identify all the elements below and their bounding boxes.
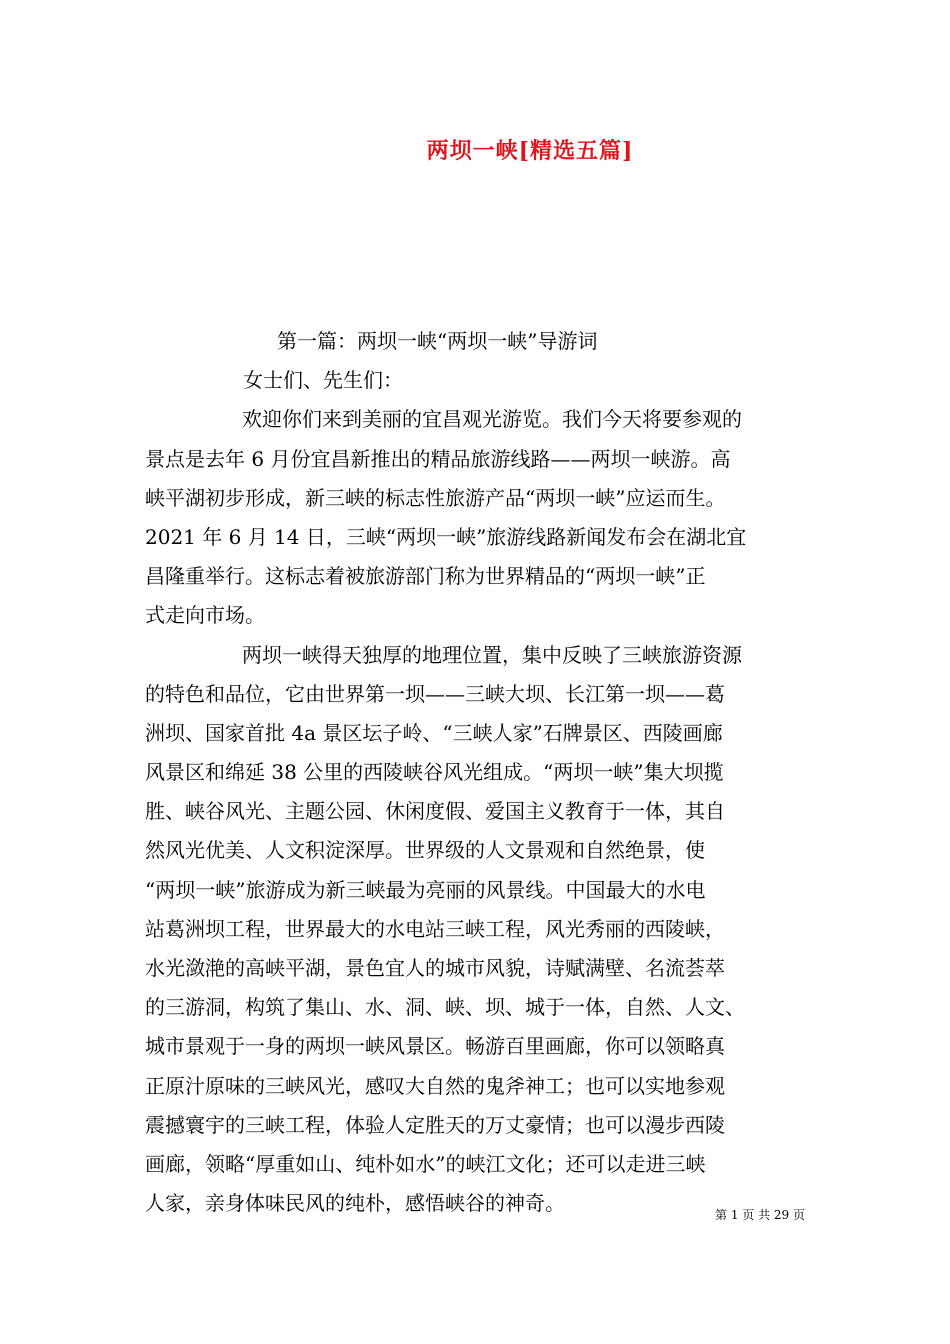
paragraph-line: 的三游洞，构筑了集山、水、洞、峡、坝、城于一体，自然、人文、 (145, 995, 745, 1020)
paragraph-line: 洲坝、国家首批 4a 景区坛子岭、“三峡人家”石牌景区、西陵画廊 (145, 720, 723, 745)
paragraph-line: 水光潋滟的高峡平湖，景色宜人的城市风貌，诗赋满壁、名流荟萃 (145, 956, 725, 980)
paragraph-line: “两坝一峡”旅游成为新三峡最为亮丽的风景线。中国最大的水电 (145, 877, 706, 902)
paragraph-line: 峡平湖初步形成，新三峡的标志性旅游产品“两坝一峡”应运而生。 (145, 485, 726, 510)
paragraph-line: 的特色和品位，它由世界第一坝——三峡大坝、长江第一坝——葛 (145, 681, 725, 706)
paragraph-line: 站葛洲坝工程，世界最大的水电站三峡工程，风光秀丽的西陵峡， (145, 916, 725, 941)
paragraph-line: 画廊，领略“厚重如山、纯朴如水”的峡江文化；还可以走进三峡 (145, 1151, 706, 1176)
salutation-line: 女士们、先生们： (243, 368, 403, 393)
page-number: 第 1 页 共 29 页 (715, 1208, 805, 1222)
paragraph-line: 景点是去年 6 月份宜昌新推出的精品旅游线路——两坝一峡游。高 (145, 446, 731, 471)
paragraph-line: 式走向市场。 (145, 603, 265, 628)
paragraph-line: 正原汁原味的三峡风光，感叹大自然的鬼斧神工；也可以实地参观 (145, 1073, 725, 1098)
paragraph-line: 震撼寰宇的三峡工程，体验人定胜天的万丈豪情；也可以漫步西陵 (145, 1112, 725, 1137)
paragraph-line: 欢迎你们来到美丽的宜昌观光游览。我们今天将要参观的 (242, 407, 742, 432)
document-body (145, 322, 805, 1223)
paragraph-line: 城市景观于一身的两坝一峡风景区。畅游百里画廊，你可以领略真 (145, 1034, 725, 1059)
paragraph-line: 胜、峡谷风光、主题公园、休闲度假、爱国主义教育于一体，其自 (145, 799, 725, 824)
paragraph-line: 昌隆重举行。这标志着被旅游部门称为世界精品的“两坝一峡”正 (145, 564, 706, 589)
paragraph-line: 两坝一峡得天独厚的地理位置，集中反映了三峡旅游资源 (242, 642, 742, 667)
document-title: 两坝一峡[精选五篇] (426, 138, 634, 164)
paragraph-line: 2021 年 6 月 14 日，三峡“两坝一峡”旅游线路新闻发布会在湖北宜 (145, 524, 747, 549)
paragraph-line: 然风光优美、人文积淀深厚。世界级的人文景观和自然绝景，使 (145, 838, 705, 863)
paragraph-line: 风景区和绵延 38 公里的西陵峡谷风光组成。“两坝一峡”集大坝揽 (145, 760, 724, 785)
paragraph-line: 人家，亲身体味民风的纯朴，感悟峡谷的神奇。 (145, 1191, 565, 1216)
heading-line: 第一篇：两坝一峡“两坝一峡”导游词 (277, 329, 598, 353)
